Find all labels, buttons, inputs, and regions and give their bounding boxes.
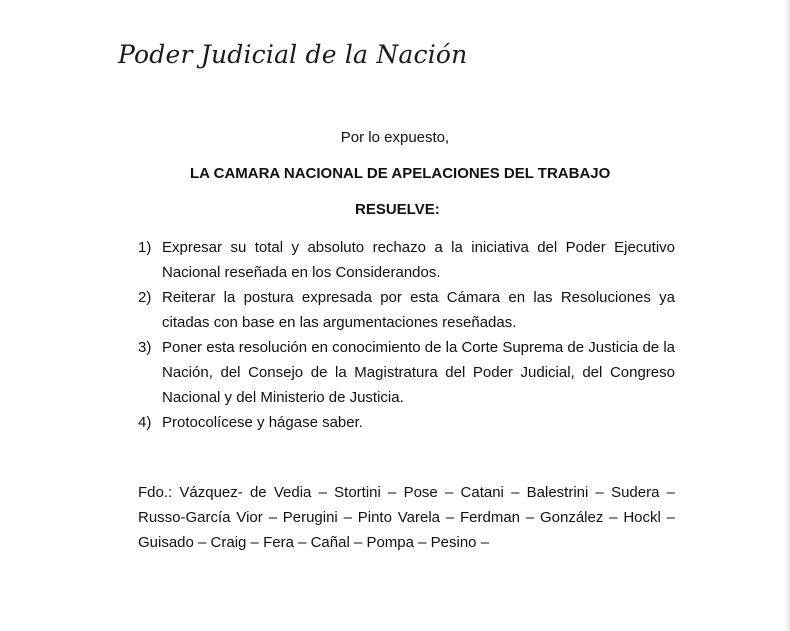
item-text: Poner esta resolución en conocimiento de la Corte Suprema de Justicia de la Nación, del Consejo de la Magistratura del Poder Judicial, del Congreso Nacional y del Ministerio de Justicia. xyxy=(162,339,675,406)
item-text: Expresar su total y absoluto rechazo a la iniciativa del Poder Ejecutivo Nacional reseñada en los Considerandos. xyxy=(162,239,675,281)
letterhead-title: Poder Judicial de la Nación xyxy=(118,40,468,69)
item-text: Protocolícese y hágase saber. xyxy=(162,414,363,431)
resolution-item xyxy=(138,410,675,435)
resolution-item xyxy=(138,285,675,335)
intro-text: Por lo expuesto, xyxy=(340,129,450,146)
intro-line xyxy=(0,129,790,146)
item-number: 1) xyxy=(138,239,152,256)
page-edge-shadow xyxy=(784,0,790,631)
signatures-block: Fdo.: Vázquez- de Vedia – Stortini – Pose – Catani – Balestrini – Sudera – Russo-García Vior – Perugini – Pinto Varela – Ferdman – González – Hockl – Guisado – Craig – Fera – Cañal – Pompa – Pesino – xyxy=(138,484,675,551)
item-number: 3) xyxy=(138,339,152,356)
resolution-item xyxy=(138,335,675,410)
item-text: Reiterar la postura expresada por esta Cámara en las Resoluciones ya citadas con base en las argumentaciones reseñadas. xyxy=(162,289,675,331)
item-number: 4) xyxy=(138,414,152,431)
court-heading: LA CAMARA NACIONAL DE APELACIONES DEL TRABAJO xyxy=(190,165,611,182)
resolves-heading: RESUELVE: xyxy=(355,201,440,218)
item-number: 2) xyxy=(138,289,152,306)
resolution-list xyxy=(138,235,675,435)
resolution-item xyxy=(138,235,675,285)
